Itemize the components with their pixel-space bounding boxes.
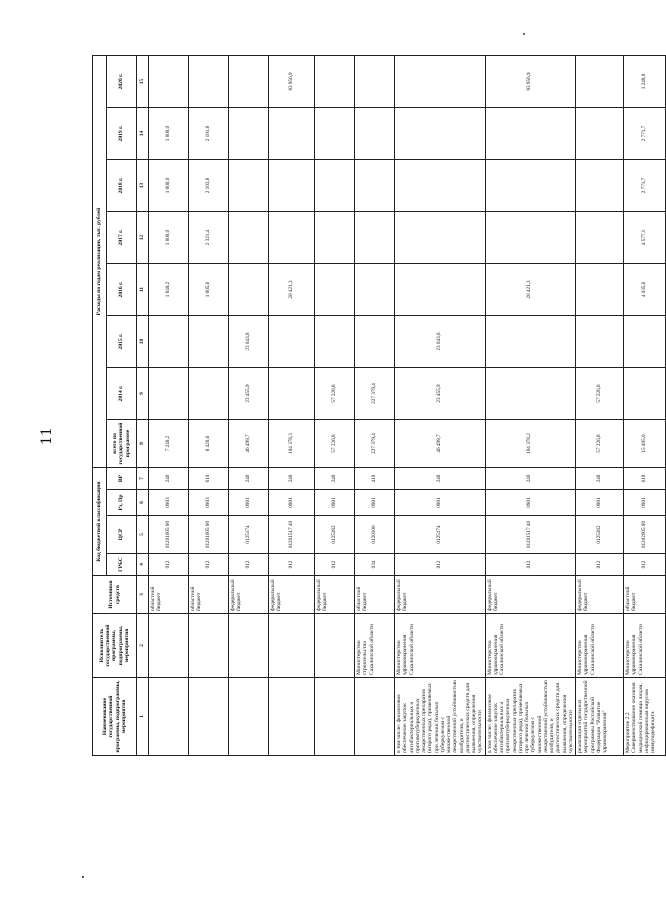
rzpr-cell: 0903 [189,490,229,516]
year-value-cell [576,108,624,160]
col-number: 7 [137,468,149,490]
name-cell: реализация отдельных мероприятий государственной программы Российской Федерации "Развитие здравоохранения" [576,678,624,756]
year-value-cell [355,55,395,107]
csr-cell: 01201005 90 [189,516,229,554]
header-year: 2020 г. [107,55,137,107]
year-value-cell: 57 226,8 [315,368,355,420]
col-number: 11 [137,264,149,316]
executor-cell: Министерство здравоохранения Сахалинской области [485,614,576,678]
csr-cell: 0125174 [395,516,486,554]
col-number: 2 [137,614,149,678]
year-value-cell [229,264,269,316]
scan-speck [523,33,525,35]
year-value-cell [576,316,624,368]
year-value-cell [395,55,486,107]
col-number: 8 [137,420,149,468]
year-value-cell [189,55,229,107]
year-value-cell [576,55,624,107]
year-value-cell [576,264,624,316]
year-value-cell: 2 771,7 [624,108,666,160]
source-cell: федеральный бюджет [576,576,624,614]
col-number: 10 [137,316,149,368]
executor-cell [189,614,229,678]
year-value-cell [269,316,315,368]
vr-cell: 240 [485,468,576,490]
source-cell: федеральный бюджет [269,576,315,614]
year-value-cell: 1 805,6 [189,264,229,316]
total-cell: 46 499,7 [229,420,269,468]
table-row [189,55,229,755]
year-value-cell [485,368,576,420]
total-cell: 15 405,0 [624,420,666,468]
vr-cell: 240 [395,468,486,490]
col-number: 9 [137,368,149,420]
scan-speck [82,876,84,878]
year-value-cell [189,368,229,420]
year-value-cell [315,316,355,368]
header-total: всего по государственной программе [107,420,137,468]
year-value-cell [485,212,576,264]
year-value-cell: 2 771,7 [624,160,666,212]
name-cell [149,678,189,756]
total-cell: 227 379,4 [355,420,395,468]
executor-cell: Министерство здравоохранения Сахалинской области [395,614,486,678]
header-name: Наименование государственной программы, подпрограммы, мероприятия [93,678,137,756]
year-value-cell [485,108,576,160]
grbs-cell: 012 [576,554,624,576]
source-cell: областной бюджет [189,576,229,614]
total-cell: 104 378,3 [269,420,315,468]
table-row [149,55,189,755]
year-value-cell [149,368,189,420]
source-cell: областной бюджет [149,576,189,614]
col-number: 5 [137,516,149,554]
total-cell: 7 240,2 [149,420,189,468]
vr-cell: 240 [576,468,624,490]
csr-cell: 0125382 [315,516,355,554]
year-value-cell: 57 226,8 [576,368,624,420]
year-value-cell [624,316,666,368]
header-year: 2019 г. [107,108,137,160]
header-year: 2018 г. [107,160,137,212]
executor-cell [269,614,315,678]
total-cell: 57 226,8 [315,420,355,468]
header-expenses-group: Расходы по годам реализации, тыс. рублей [93,55,107,467]
col-number: 12 [137,212,149,264]
col-number: 1 [137,678,149,756]
col-number: 14 [137,108,149,160]
name-cell [229,678,269,756]
rzpr-cell: 0901 [395,490,486,516]
year-value-cell: 83 956,9 [485,55,576,107]
source-cell: федеральный бюджет [229,576,269,614]
col-number: 15 [137,55,149,107]
year-value-cell [315,108,355,160]
col-number: 13 [137,160,149,212]
table-row [576,55,624,755]
year-value-cell: 23 455,9 [395,368,486,420]
grbs-cell: 012 [189,554,229,576]
year-value-cell: 1 800,0 [149,160,189,212]
year-value-cell [355,264,395,316]
vr-cell: 240 [269,468,315,490]
year-value-cell [315,160,355,212]
name-cell [269,678,315,756]
source-cell: федеральный бюджет [395,576,486,614]
year-value-cell: 20 421,3 [485,264,576,316]
name-cell: в том числе: финансовое обеспечение закупок антибактериальных и противотуберкулезных лекарственных препаратов (второго ряда), применяемых при лечении больных туберкулезом с множественной лекарственной устойчивостью возбудителя, и диагностических средств для выявления, определения чувствительности [485,678,576,756]
vr-cell: 240 [149,468,189,490]
header-csr: ЦСР [107,516,137,554]
year-value-cell [624,368,666,420]
year-value-cell [315,55,355,107]
vr-cell: 410 [355,468,395,490]
executor-cell [315,614,355,678]
rzpr-cell: 0901 [576,490,624,516]
rzpr-cell: 0903 [149,490,189,516]
year-value-cell: 1 840,2 [149,264,189,316]
header-code-group: Код бюджетной классификации [93,468,107,576]
year-value-cell: 1 800,0 [149,108,189,160]
vr-cell: 240 [229,468,269,490]
grbs-cell: 012 [315,554,355,576]
vr-cell: 240 [315,468,355,490]
rotated-budget-table-page [92,56,656,756]
year-value-cell [229,212,269,264]
grbs-cell: 012 [624,554,666,576]
year-value-cell [395,212,486,264]
year-value-cell [229,55,269,107]
year-value-cell: 227 379,4 [355,368,395,420]
column-number-row [137,55,149,755]
rzpr-cell: 0901 [485,490,576,516]
grbs-cell: 012 [485,554,576,576]
table-row [395,55,486,755]
vr-cell: 610 [624,468,666,490]
header-rzpr: Рз, Пр [107,490,137,516]
year-value-cell: 1 248,9 [624,55,666,107]
table-row [315,55,355,755]
grbs-cell: 012 [395,554,486,576]
csr-cell: 01201517 40 [485,516,576,554]
grbs-cell: 034 [355,554,395,576]
year-value-cell: 2 103,8 [189,160,229,212]
year-value-cell [269,108,315,160]
year-value-cell [395,108,486,160]
year-value-cell [395,264,486,316]
year-value-cell [149,55,189,107]
table-row [624,55,666,755]
year-value-cell: 23 043,8 [229,316,269,368]
rzpr-cell: 0901 [269,490,315,516]
year-value-cell: 23 043,8 [395,316,486,368]
source-cell: областной бюджет [355,576,395,614]
year-value-cell [315,212,355,264]
year-value-cell [355,108,395,160]
year-value-cell: 2 321,4 [189,212,229,264]
year-value-cell [485,160,576,212]
source-cell: федеральный бюджет [315,576,355,614]
table-row [485,55,576,755]
year-value-cell: 1 800,0 [149,212,189,264]
year-value-cell [576,160,624,212]
csr-cell: 01201005 90 [149,516,189,554]
year-value-cell: 20 421,3 [269,264,315,316]
year-value-cell [355,160,395,212]
year-value-cell: 4 577,1 [624,212,666,264]
year-value-cell [576,212,624,264]
year-value-cell: 2 191,8 [189,108,229,160]
csr-cell: 01202005 90 [624,516,666,554]
year-value-cell [269,160,315,212]
rzpr-cell: 0901 [229,490,269,516]
name-cell [355,678,395,756]
total-cell: 8 420,6 [189,420,229,468]
name-cell [189,678,229,756]
name-cell: Мероприятие 2.2 Совершенствование оказания медицинской помощи лицам, инфицированным вирусом иммунодефицита [624,678,666,756]
grbs-cell: 012 [229,554,269,576]
year-value-cell: 23 455,9 [229,368,269,420]
header-grbs: ГРБС [107,554,137,576]
grbs-cell: 012 [149,554,189,576]
header-vr: ВР [107,468,137,490]
header-executor: Исполнитель государственной программы, подпрограммы, мероприятия [93,614,137,678]
rzpr-cell: 0901 [355,490,395,516]
name-cell: в том числе: финансовое обеспечение закупок антибактериальных и противотуберкулезных лекарственных препаратов (второго ряда), применяемых при лечении больных туберкулезом с множественной лекарственной устойчивостью возбудителя, и диагностических средств для выявления, определения чувствительности [395,678,486,756]
csr-cell: 0125382 [576,516,624,554]
executor-cell: Министерство здравоохранения Сахалинской области [624,614,666,678]
total-cell: 57 226,8 [576,420,624,468]
total-cell: 46 499,7 [395,420,486,468]
table-body [149,55,666,755]
total-cell: 104 378,2 [485,420,576,468]
year-value-cell [189,316,229,368]
header-year: 2017 г. [107,212,137,264]
col-number: 6 [137,490,149,516]
source-cell: областной бюджет [624,576,666,614]
year-value-cell [355,212,395,264]
year-value-cell [485,316,576,368]
year-value-cell [229,108,269,160]
year-value-cell [149,316,189,368]
col-number: 4 [137,554,149,576]
header-year: 2016 г. [107,264,137,316]
rzpr-cell: 0901 [315,490,355,516]
table-row [229,55,269,755]
year-value-cell [355,316,395,368]
year-value-cell: 83 956,9 [269,55,315,107]
header-source: Источники средств [93,576,137,614]
csr-cell: 01201517 40 [269,516,315,554]
executor-cell [229,614,269,678]
header-year: 2014 г. [107,368,137,420]
name-cell [315,678,355,756]
budget-table [92,55,666,756]
rzpr-cell: 0901 [624,490,666,516]
header-year: 2015 г. [107,316,137,368]
col-number: 3 [137,576,149,614]
executor-cell: Министерство здравоохранения Сахалинской области [576,614,624,678]
csr-cell: 0120100 [355,516,395,554]
year-value-cell [269,212,315,264]
table-row [269,55,315,755]
vr-cell: 610 [189,468,229,490]
executor-cell [149,614,189,678]
grbs-cell: 012 [269,554,315,576]
year-value-cell [229,160,269,212]
executor-cell: Министерство строительства Сахалинской области [355,614,395,678]
year-value-cell [315,264,355,316]
page-number: 11 [39,427,55,445]
year-value-cell [395,160,486,212]
source-cell: федеральный бюджет [485,576,576,614]
year-value-cell: 4 035,6 [624,264,666,316]
table-row [355,55,395,755]
year-value-cell [269,368,315,420]
csr-cell: 0125174 [229,516,269,554]
